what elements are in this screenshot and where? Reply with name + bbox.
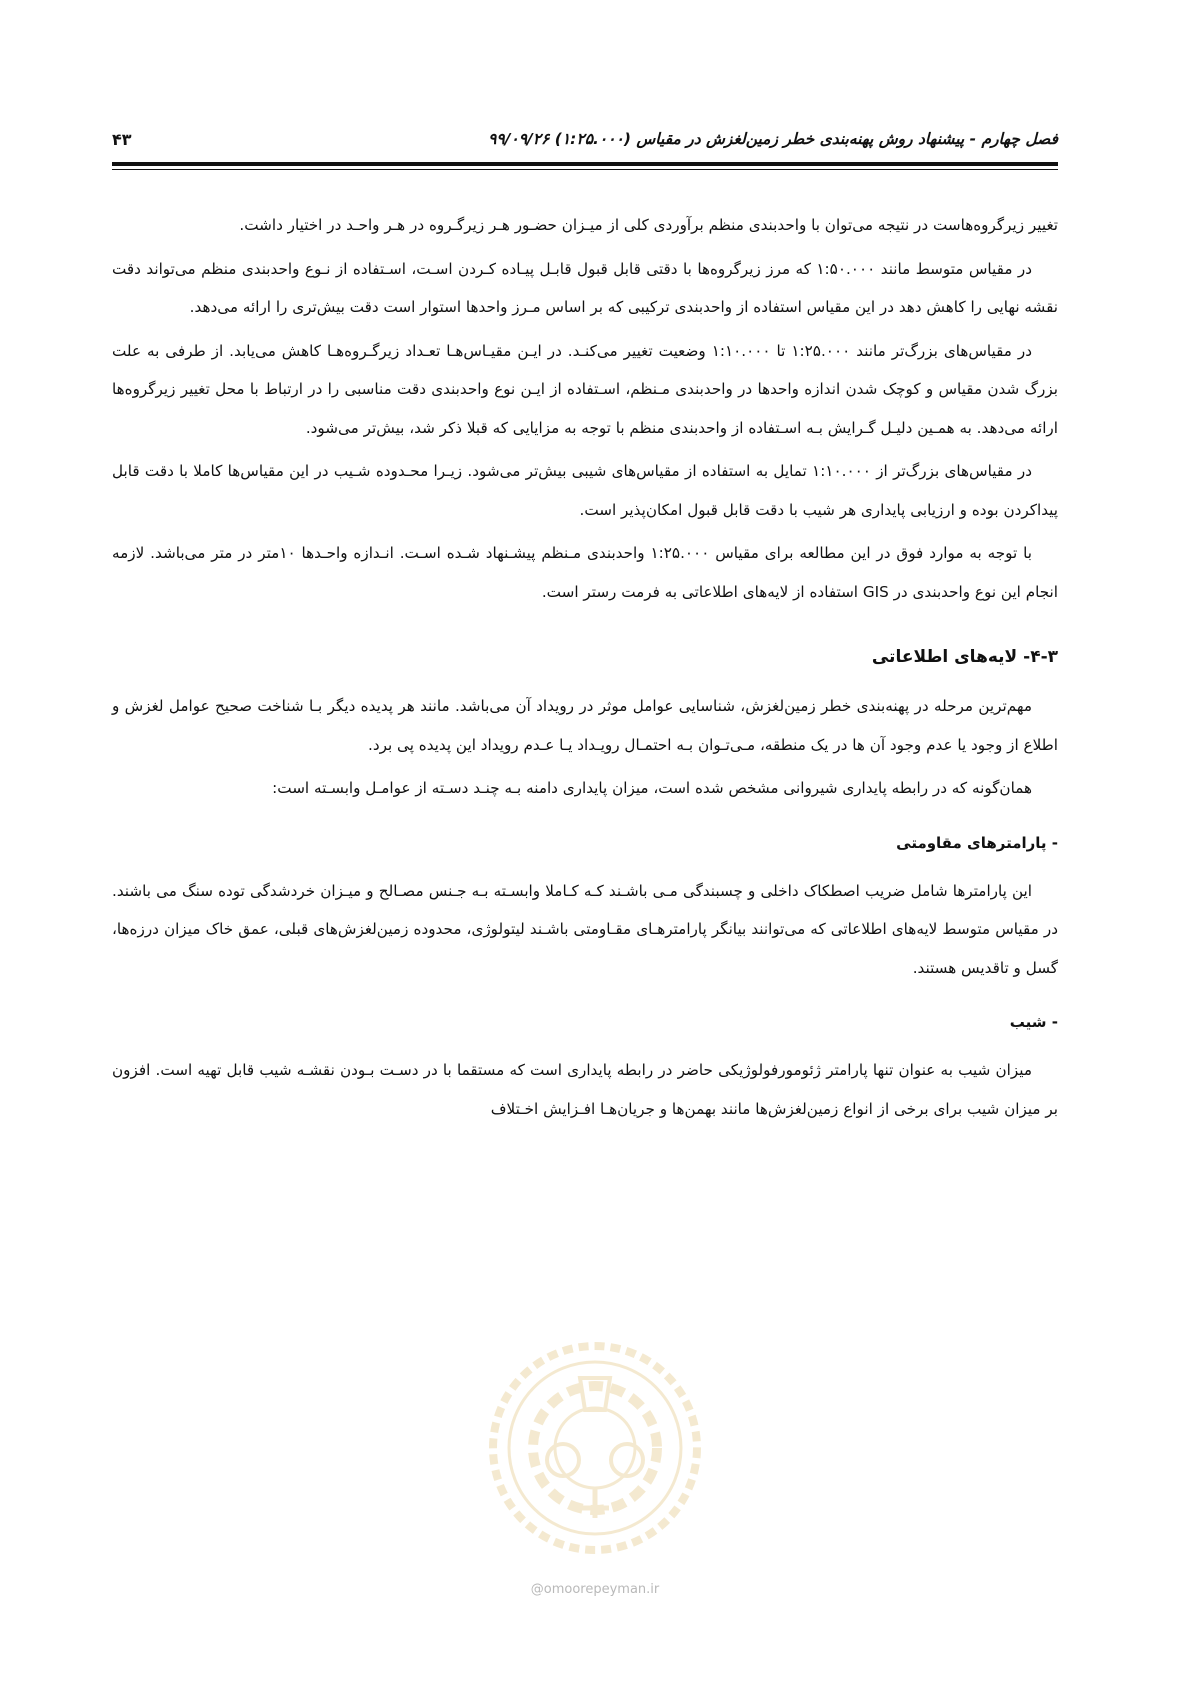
- sub-heading-slope: - شیب: [1009, 1013, 1058, 1031]
- watermark-url: @omoorepeyman.ir: [530, 1582, 660, 1597]
- paragraph: با توجه به موارد فوق در این مطالعه برای مقیاس ۱:۲۵.۰۰۰ واحدبندی مـنظم پیشـنهاد شـده اسـت. انـدازه واحـدها ۱۰متر در متر می‌باشد. لازمه انجام این نوع واحدبندی در GIS استفاده از لایه‌های اطلاعاتی به فرمت رستر است.: [112, 544, 1058, 601]
- paragraph: همان‌گونه که در رابطه پایداری شیروانی مشخص شده است، میزان پایداری دامنه بـه چنـد دسـته از عوامـل وابسـته است:: [272, 779, 1032, 797]
- chapter-title: فصل چهارم - پیشنهاد روش پهنه‌بندی خطر زمین‌لغزش در مقیاس (۱:۲۵.۰۰۰) ۹۹/۰۹/۲۶: [488, 130, 1058, 148]
- paragraph: میزان شیب به عنوان تنها پارامتر ژئومورفولوژیکی حاضر در رابطه پایداری است که مستقما با در دسـت بـودن نقشـه شیب قابل تهیه است. افزون بر میزان شیب برای برخی از انواع زمین‌لغزش‌ها مانند بهمن‌ها و جریان‌هـا افـزایش اخـتلاف: [112, 1061, 1058, 1118]
- body-text: [112, 206, 1058, 1133]
- header-rule-thin: [112, 169, 1058, 170]
- page-number: ۴۳: [112, 130, 132, 149]
- sub-heading-resistance: - پارامترهای مقاومتی: [896, 833, 1058, 852]
- paragraph: این پارامترها شامل ضریب اصطکاک داخلی و چسبندگی مـی باشـند کـه کـاملا وابسـته بـه جـنس مصـالح و میـزان خردشدگی توده سنگ می باشند. در مقیاس متوسط لایه‌های اطلاعاتی که می‌توانند بیانگر پارامترهـای مقـاومتی باشـند لیتولوژی، محدوده زمین‌لغزش‌های قبلی، عمق خاک میزان درزه‌ها، گسل و تاقدیس هستند.: [112, 881, 1058, 977]
- header-rule-thick: [112, 162, 1058, 166]
- paragraph: تغییر زیرگروه‌هاست در نتیجه می‌توان با واحدبندی منظم برآوردی کلی از میـزان حضـور هـر زیرگـروه در هـر واحـد در اختیار داشت.: [239, 216, 1058, 234]
- paragraph: در مقیاس متوسط مانند ۱:۵۰.۰۰۰ که مرز زیرگروه‌ها با دقتی قابل قبول قابـل پیـاده کـردن اسـت، اسـتفاده از نـوع واحدبندی منظم می‌تواند دقت نقشه نهایی را کاهش دهد در این مقیاس استفاده از واحدبندی ترکیبی که بر اساس مـرز واحدها استوار است دقت بیش‌تری را ارائه می‌دهد.: [112, 259, 1058, 316]
- paragraph: در مقیاس‌های بزرگ‌تر مانند ۱:۲۵.۰۰۰ تا ۱:۱۰.۰۰۰ وضعیت تغییر می‌کنـد. در ایـن مقیـاس‌هـا تعـداد زیرگـروه‌هـا کاهش می‌یابد. از طرفی به علت بزرگ شدن مقیاس و کوچک شدن اندازه واحدها در واحدبندی مـنظم، اسـتفاده از ایـن نوع واحدبندی دقت مناسبی را در ارتباط با محل تغییر زیرگروه‌ها ارائه می‌دهد. به همـین دلیـل گـرایش بـه اسـتفاده از واحدبندی منظم با توجه به مزایایی که قبلا ذکر شد، بیش‌تر می‌شود.: [112, 341, 1058, 437]
- page-header: [112, 128, 1058, 158]
- paragraph: مهم‌ترین مرحله در پهنه‌بندی خطر زمین‌لغزش، شناسایی عوامل موثر در رویداد آن می‌باشد. مانند هر پدیده دیگر بـا شناخت صحیح عوامل لغزش و اطلاع از وجود یا عدم وجود آن ها در یک منطقه، مـی‌تـوان بـه احتمـال رویـداد یـا عـدم رویداد این پدیده پی برد.: [112, 697, 1058, 754]
- seal-logo-icon: [485, 1338, 705, 1558]
- paragraph: در مقیاس‌های بزرگ‌تر از ۱:۱۰.۰۰۰ تمایل به استفاده از مقیاس‌های شیبی بیش‌تر می‌شود. زیـرا محـدوده شـیب در این مقیاس‌ها کاملا با دقت قابل پیداکردن بوده و ارزیابی پایداری هر شیب با دقت قابل قبول امکان‌پذیر است.: [112, 462, 1058, 519]
- section-heading: ۴-۳- لایه‌های اطلاعاتی: [871, 647, 1058, 667]
